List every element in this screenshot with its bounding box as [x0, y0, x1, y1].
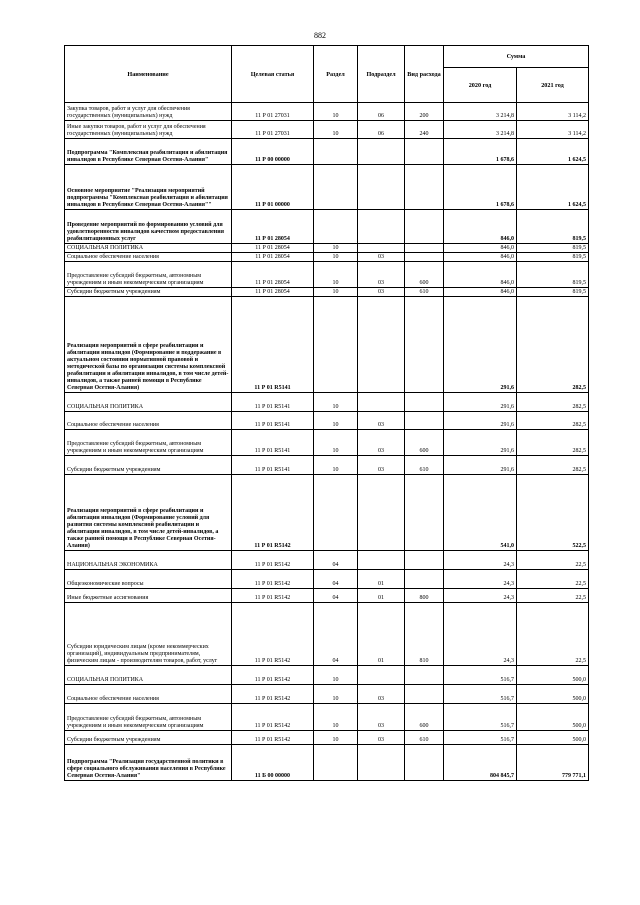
cell-2021: 500,0 [517, 704, 589, 731]
cell-2021: 819,5 [517, 210, 589, 244]
cell-target: 11 Р 00 00000 [232, 139, 314, 165]
cell-exp-type [405, 210, 444, 244]
cell-2020: 1 678,6 [444, 139, 517, 165]
cell-exp-type [405, 393, 444, 412]
table-row [65, 412, 589, 430]
cell-2021: 282,5 [517, 393, 589, 412]
table-row [65, 745, 589, 781]
cell-subsection: 03 [358, 685, 405, 704]
cell-exp-type [405, 297, 444, 393]
cell-exp-type: 810 [405, 603, 444, 666]
cell-2021: 500,0 [517, 666, 589, 685]
cell-2020: 516,7 [444, 731, 517, 745]
cell-subsection: 06 [358, 121, 405, 139]
cell-2021: 819,5 [517, 288, 589, 297]
cell-name: Иные закупки товаров, работ и услуг для обеспечения государственных (муниципальных) нужд [65, 121, 232, 139]
cell-section: 04 [314, 589, 358, 603]
cell-exp-type [405, 666, 444, 685]
table-row [65, 244, 589, 253]
cell-name: Предоставление субсидий бюджетным, автономным учреждениям и иным некоммерческим организациям [65, 704, 232, 731]
header-name: Наименование [65, 46, 232, 103]
cell-subsection: 03 [358, 253, 405, 262]
cell-target: 11 Р 01 28054 [232, 244, 314, 253]
cell-target: 11 Р 01 R5141 [232, 412, 314, 430]
header-target: Целевая статья [232, 46, 314, 103]
cell-2021: 22,5 [517, 603, 589, 666]
cell-exp-type [405, 253, 444, 262]
cell-subsection: 03 [358, 412, 405, 430]
cell-2021: 282,5 [517, 412, 589, 430]
cell-section: 04 [314, 603, 358, 666]
cell-section: 04 [314, 570, 358, 589]
cell-target: 11 Р 01 28054 [232, 262, 314, 288]
cell-2021: 282,5 [517, 430, 589, 456]
table-row [65, 121, 589, 139]
cell-subsection [358, 666, 405, 685]
cell-2021: 22,5 [517, 551, 589, 570]
cell-section [314, 165, 358, 210]
cell-exp-type: 610 [405, 731, 444, 745]
budget-table [64, 45, 589, 781]
cell-2021: 819,5 [517, 244, 589, 253]
cell-name: Предоставление субсидий бюджетным, автономным учреждениям и иным некоммерческим организациям [65, 262, 232, 288]
cell-section: 04 [314, 551, 358, 570]
cell-2021: 522,5 [517, 475, 589, 551]
cell-name: Социальное обеспечение населения [65, 253, 232, 262]
cell-2020: 24,3 [444, 603, 517, 666]
cell-exp-type [405, 745, 444, 781]
cell-target: 11 Р 01 R5142 [232, 666, 314, 685]
cell-target: 11 Р 01 R5142 [232, 475, 314, 551]
cell-2020: 3 214,8 [444, 103, 517, 121]
cell-exp-type: 200 [405, 103, 444, 121]
cell-section: 10 [314, 731, 358, 745]
table-row [65, 262, 589, 288]
cell-name: Подпрограмма "Комплексная реабилитация и абилитация инвалидов в Республике Северная Осетия-Алания" [65, 139, 232, 165]
table-row [65, 253, 589, 262]
cell-2021: 3 114,2 [517, 121, 589, 139]
cell-name: Субсидии юридическим лицам (кроме некоммерческих организаций), индивидуальным предпринимателям, физическим лицам - производителям товаров, работ, услуг [65, 603, 232, 666]
cell-exp-type: 600 [405, 262, 444, 288]
cell-target: 11 Р 01 R5141 [232, 430, 314, 456]
cell-2020: 24,3 [444, 589, 517, 603]
cell-subsection [358, 745, 405, 781]
cell-target: 11 Р 01 28054 [232, 210, 314, 244]
cell-exp-type: 600 [405, 704, 444, 731]
cell-name: Субсидии бюджетным учреждениям [65, 288, 232, 297]
header-section: Раздел [314, 46, 358, 103]
cell-target: 11 Р 01 27031 [232, 103, 314, 121]
cell-2021: 282,5 [517, 297, 589, 393]
cell-section: 10 [314, 244, 358, 253]
table-row [65, 288, 589, 297]
cell-target: 11 Р 01 28054 [232, 288, 314, 297]
cell-section [314, 139, 358, 165]
cell-section: 10 [314, 288, 358, 297]
cell-2021: 779 771,1 [517, 745, 589, 781]
table-row [65, 139, 589, 165]
cell-exp-type: 610 [405, 288, 444, 297]
cell-target: 11 Р 01 27031 [232, 121, 314, 139]
header-exp-type: Вид расхода [405, 46, 444, 103]
table-row [65, 704, 589, 731]
cell-2020: 846,0 [444, 253, 517, 262]
table-row [65, 430, 589, 456]
cell-name: Закупка товаров, работ и услуг для обеспечения государственных (муниципальных) нужд [65, 103, 232, 121]
table-row [65, 475, 589, 551]
table-row [65, 165, 589, 210]
cell-target: 11 Р 01 R5142 [232, 570, 314, 589]
cell-subsection [358, 297, 405, 393]
table-row [65, 210, 589, 244]
cell-name: Общеэкономические вопросы [65, 570, 232, 589]
cell-section [314, 297, 358, 393]
cell-section: 10 [314, 430, 358, 456]
cell-name: СОЦИАЛЬНАЯ ПОЛИТИКА [65, 666, 232, 685]
cell-2020: 541,0 [444, 475, 517, 551]
header-2021: 2021 год [517, 68, 589, 103]
cell-section: 10 [314, 121, 358, 139]
cell-name: Социальное обеспечение населения [65, 412, 232, 430]
cell-target: 11 Р 01 00000 [232, 165, 314, 210]
cell-2020: 291,6 [444, 393, 517, 412]
cell-target: 11 Р 01 R5141 [232, 297, 314, 393]
table-row [65, 570, 589, 589]
cell-target: 11 Р 01 R5141 [232, 393, 314, 412]
cell-section: 10 [314, 412, 358, 430]
cell-section [314, 475, 358, 551]
cell-name: Реализация мероприятий в сфере реабилитации и абилитации инвалидов (Формирование условий для развития системы комплексной реабилитации и абилитации инвалидов, в том числе детей-инвалидов, а также ранней помощи в Республике Северная Осетия-Алания) [65, 475, 232, 551]
cell-name: СОЦИАЛЬНАЯ ПОЛИТИКА [65, 393, 232, 412]
cell-exp-type: 240 [405, 121, 444, 139]
cell-2020: 516,7 [444, 685, 517, 704]
cell-name: НАЦИОНАЛЬНАЯ ЭКОНОМИКА [65, 551, 232, 570]
cell-section [314, 745, 358, 781]
cell-2021: 819,5 [517, 253, 589, 262]
cell-target: 11 Р 01 R5142 [232, 603, 314, 666]
cell-section: 10 [314, 393, 358, 412]
cell-exp-type [405, 475, 444, 551]
cell-section: 10 [314, 666, 358, 685]
header-sum: Сумма [444, 46, 589, 68]
cell-2021: 22,5 [517, 570, 589, 589]
cell-name: Социальное обеспечение населения [65, 685, 232, 704]
cell-name: СОЦИАЛЬНАЯ ПОЛИТИКА [65, 244, 232, 253]
table-row [65, 393, 589, 412]
table-body [65, 103, 589, 781]
cell-2021: 1 624,5 [517, 165, 589, 210]
cell-exp-type [405, 165, 444, 210]
cell-section: 10 [314, 704, 358, 731]
cell-name: Субсидии бюджетным учреждениям [65, 731, 232, 745]
cell-subsection [358, 551, 405, 570]
cell-section: 10 [314, 253, 358, 262]
cell-subsection [358, 475, 405, 551]
table-row [65, 685, 589, 704]
cell-2021: 819,5 [517, 262, 589, 288]
cell-subsection: 01 [358, 589, 405, 603]
cell-exp-type [405, 139, 444, 165]
cell-exp-type [405, 685, 444, 704]
cell-subsection: 01 [358, 603, 405, 666]
cell-name: Предоставление субсидий бюджетным, автономным учреждениям и иным некоммерческим организациям [65, 430, 232, 456]
cell-exp-type [405, 551, 444, 570]
table-row [65, 666, 589, 685]
cell-2020: 291,6 [444, 456, 517, 475]
cell-2020: 291,6 [444, 430, 517, 456]
table-row [65, 589, 589, 603]
cell-2020: 24,3 [444, 551, 517, 570]
cell-name: Подпрограмма "Реализация государственной политики в сфере социального обслуживания населения в Республике Северная Осетия-Алания" [65, 745, 232, 781]
cell-target: 11 Р 01 R5142 [232, 704, 314, 731]
cell-target: 11 Р 01 R5142 [232, 731, 314, 745]
table-row [65, 603, 589, 666]
cell-2020: 1 678,6 [444, 165, 517, 210]
cell-section: 10 [314, 262, 358, 288]
cell-name: Субсидии бюджетным учреждениям [65, 456, 232, 475]
cell-section: 10 [314, 103, 358, 121]
cell-section: 10 [314, 685, 358, 704]
header-2020: 2020 год [444, 68, 517, 103]
cell-2020: 846,0 [444, 210, 517, 244]
cell-subsection: 03 [358, 288, 405, 297]
cell-name: Реализация мероприятий в сфере реабилитации и абилитации инвалидов (Формирование и поддержание в актуальном состоянии нормативной правовой и методической базы по организации системы комплексной реабилитации и абилитации инвалидов, в том числе детей-инвалидов, а также ранней помощи в Республике Северная Осетия-Алания) [65, 297, 232, 393]
cell-subsection [358, 393, 405, 412]
cell-2020: 291,6 [444, 412, 517, 430]
cell-subsection [358, 139, 405, 165]
cell-subsection: 03 [358, 704, 405, 731]
cell-subsection: 06 [358, 103, 405, 121]
cell-exp-type: 600 [405, 430, 444, 456]
cell-subsection: 03 [358, 262, 405, 288]
cell-target: 11 Б 00 00000 [232, 745, 314, 781]
table-row [65, 731, 589, 745]
cell-2021: 500,0 [517, 731, 589, 745]
cell-section [314, 210, 358, 244]
cell-subsection: 03 [358, 456, 405, 475]
cell-2020: 846,0 [444, 262, 517, 288]
cell-subsection [358, 210, 405, 244]
cell-exp-type [405, 412, 444, 430]
cell-2021: 22,5 [517, 589, 589, 603]
table-row [65, 297, 589, 393]
cell-target: 11 Р 01 28054 [232, 253, 314, 262]
cell-name: Основное мероприятие "Реализация мероприятий подпрограммы "Комплексная реабилитация и абилитация инвалидов в Республике Северная Осетия-Алания"" [65, 165, 232, 210]
cell-2020: 3 214,8 [444, 121, 517, 139]
cell-subsection [358, 244, 405, 253]
cell-exp-type: 610 [405, 456, 444, 475]
cell-2020: 516,7 [444, 666, 517, 685]
cell-2020: 24,3 [444, 570, 517, 589]
cell-subsection: 03 [358, 731, 405, 745]
table-row [65, 551, 589, 570]
cell-subsection: 01 [358, 570, 405, 589]
table-row [65, 103, 589, 121]
cell-exp-type: 800 [405, 589, 444, 603]
cell-subsection [358, 165, 405, 210]
cell-target: 11 Р 01 R5142 [232, 589, 314, 603]
table-row [65, 456, 589, 475]
cell-2021: 3 114,2 [517, 103, 589, 121]
cell-2021: 1 624,5 [517, 139, 589, 165]
cell-2020: 846,0 [444, 244, 517, 253]
cell-2020: 516,7 [444, 704, 517, 731]
table-header [65, 46, 589, 103]
cell-exp-type [405, 570, 444, 589]
cell-2020: 804 845,7 [444, 745, 517, 781]
cell-target: 11 Р 01 R5142 [232, 685, 314, 704]
cell-2021: 282,5 [517, 456, 589, 475]
cell-subsection: 03 [358, 430, 405, 456]
cell-2020: 846,0 [444, 288, 517, 297]
header-subsection: Подраздел [358, 46, 405, 103]
cell-target: 11 Р 01 R5142 [232, 551, 314, 570]
page-number: 882 [314, 31, 326, 40]
cell-2021: 500,0 [517, 685, 589, 704]
cell-name: Проведение мероприятий по формированию условий для удовлетворенности инвалидов качеством предоставления реабилитационных услуг [65, 210, 232, 244]
cell-target: 11 Р 01 R5141 [232, 456, 314, 475]
cell-2020: 291,6 [444, 297, 517, 393]
cell-section: 10 [314, 456, 358, 475]
cell-name: Иные бюджетные ассигнования [65, 589, 232, 603]
cell-exp-type [405, 244, 444, 253]
